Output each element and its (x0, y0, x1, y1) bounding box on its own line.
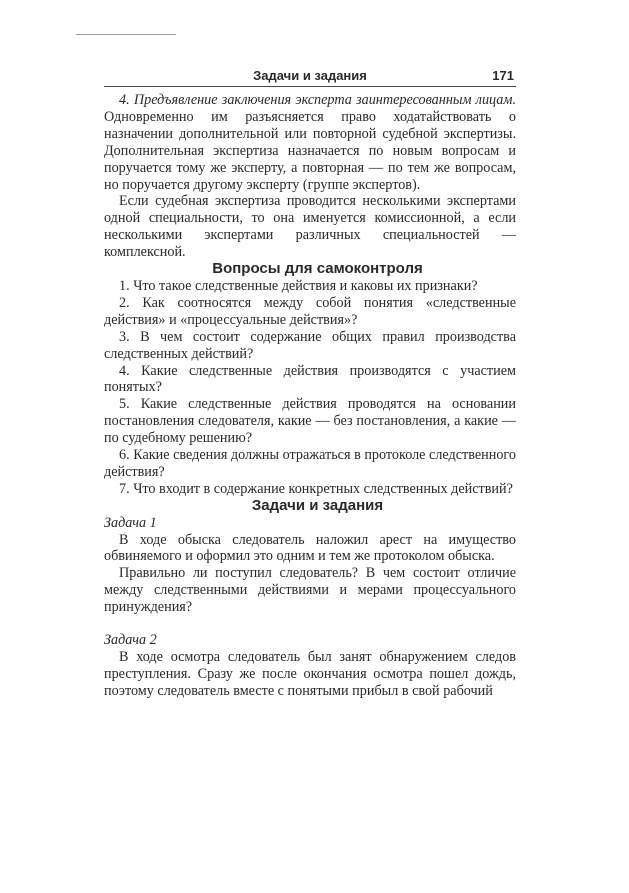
question-item: 4. Какие следственные действия производятся с участием понятых? (104, 362, 516, 396)
paragraph-commission-expertise: Если судебная экспертиза проводится несколькими экспертами одной специальности, то она именуется комиссионной, а если несколькими экспертами различных специальностей — комплексной. (104, 193, 516, 261)
section-heading-questions: Вопросы для самоконтроля (212, 260, 423, 278)
question-item: 6. Какие сведения должны отражаться в протоколе следственного действия? (104, 447, 516, 480)
question-item: 5. Какие следственные действия проводятся на основании постановления следователя, какие — без постановления, а какие — по судебному решению? (104, 396, 516, 447)
paragraph-text: Одновременно им разъясняется право ходатайствовать о назначении дополнительной или повторной судебной экспертизы. Дополнительная экспертиза назначается по новым вопросам и поручается тому же эксперту, а повторная — по тем же вопросам, но поручается другому эксперту (группе экспертов). (104, 108, 516, 193)
page-number: 171 (492, 68, 514, 83)
question-item: 2. Как соотносятся между собой понятия «следственные действия» и «процессуальные действия»? (104, 294, 516, 328)
task-label-2: Задача 2 (104, 632, 157, 649)
top-rule (76, 34, 176, 35)
section-heading-tasks: Задачи и задания (251, 496, 384, 514)
running-title: Задачи и задания (253, 68, 367, 83)
running-header (104, 64, 516, 87)
task1-paragraph-2: Правильно ли поступил следователь? В чем состоит отличие между следственными действиями и мерами процессуального принуждения? (104, 565, 516, 616)
page-body (104, 92, 516, 700)
task2-paragraph-1: В ходе осмотра следователь был занят обнаружением следов преступления. Сразу же после окончания осмотра пошел дождь, поэтому следователь вместе с понятыми прибыл в свой рабочий (104, 649, 516, 699)
question-item: 3. В чем состоит содержание общих правил производства следственных действий? (104, 328, 516, 362)
paragraph-expert-conclusion (104, 92, 516, 193)
paragraph-italic-lead: 4. Предъявление заключения эксперта заинтересованным лицам. (119, 92, 516, 108)
task-label-1: Задача 1 (104, 514, 157, 531)
task1-paragraph-1: В ходе обыска следователь наложил арест на имущество обвиняемого и оформил это одним и тем же протоколом обыска. (104, 531, 516, 565)
question-item: 7. Что входит в содержание конкретных следственных действий? (119, 480, 513, 497)
question-item: 1. Что такое следственные действия и каковы их признаки? (119, 277, 478, 294)
